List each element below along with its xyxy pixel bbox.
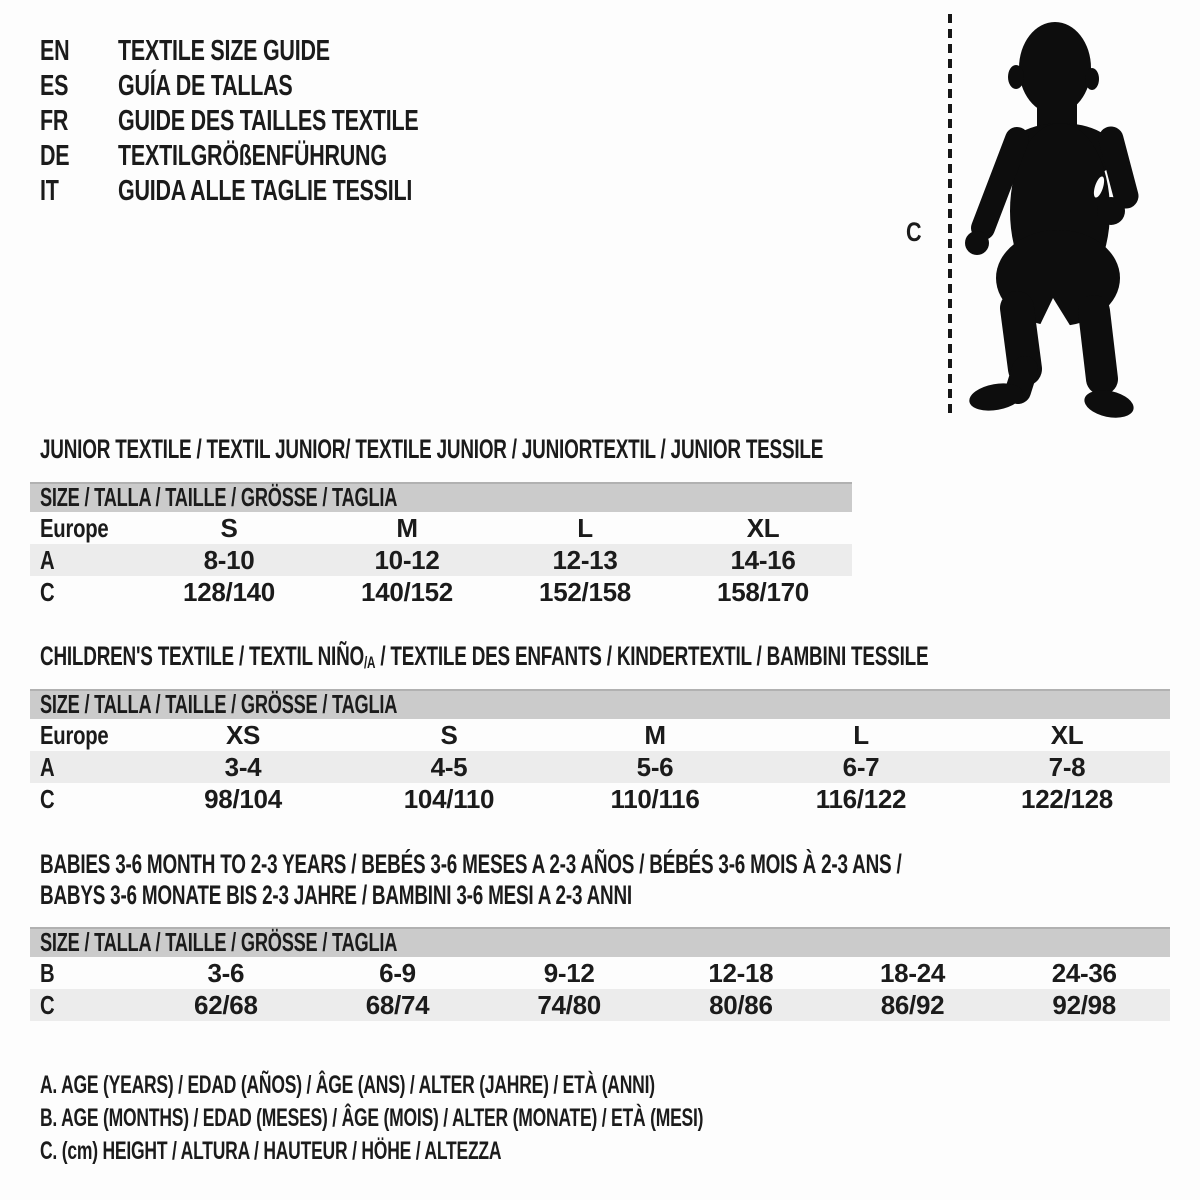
figure-height-label-text: C — [906, 217, 922, 247]
language-code — [40, 34, 118, 69]
size-table-header-text: SIZE / TALLA / TAILLE / GRÖSSE / TAGLIA — [40, 482, 398, 512]
size-cell: 80/86 — [709, 990, 773, 1020]
section-title-line — [40, 434, 1159, 465]
row-label-text: C — [40, 577, 55, 607]
legend-line — [40, 1069, 988, 1102]
size-cell: L — [577, 513, 593, 543]
language-row — [40, 34, 524, 69]
language-label — [118, 34, 404, 69]
table-row — [30, 576, 852, 608]
size-cell: 3-4 — [224, 752, 262, 782]
table-row — [30, 989, 1170, 1021]
size-cell: 3-6 — [207, 958, 245, 988]
size-cell: L — [853, 720, 869, 750]
language-code-text: ES — [40, 70, 69, 102]
size-cell: XL — [1050, 720, 1084, 750]
size-cell: 152/158 — [539, 577, 631, 607]
row-label-text: Europe — [40, 720, 109, 750]
language-code — [40, 139, 118, 174]
language-code — [40, 174, 118, 209]
legend-line-text: A. AGE (YEARS) / EDAD (AÑOS) / ÂGE (ANS) / ALTER (JAHRE) / ETÀ (ANNI) — [40, 1071, 655, 1099]
language-label-text: GUÍA DE TALLAS — [118, 70, 293, 102]
legend-line — [40, 1102, 988, 1135]
size-cell: 12-13 — [552, 545, 618, 575]
language-row — [40, 139, 524, 174]
size-table-junior — [30, 482, 852, 608]
size-cell: 140/152 — [361, 577, 453, 607]
table-row — [30, 512, 852, 544]
size-cell: 86/92 — [880, 990, 945, 1020]
size-table-children — [30, 689, 1170, 815]
size-cell: 6-7 — [842, 752, 880, 782]
section-title-children — [40, 641, 1200, 675]
legend-line — [40, 1135, 988, 1168]
language-label-text: GUIDE DES TAILLES TEXTILE — [118, 105, 419, 137]
size-cell: 9-12 — [543, 958, 595, 988]
size-cell: 6-9 — [379, 958, 416, 988]
row-label-text: C — [40, 990, 55, 1020]
size-cell: M — [644, 720, 666, 750]
row-label — [30, 751, 140, 783]
figure-height-label — [906, 217, 925, 248]
size-cell: 92/98 — [1052, 990, 1116, 1020]
row-label-text: A — [40, 545, 55, 575]
size-cell: 10-12 — [374, 545, 440, 575]
size-cell: 18-24 — [880, 958, 946, 988]
figure-dashed-line — [948, 14, 952, 418]
row-label — [30, 576, 140, 608]
size-cell: 12-18 — [708, 958, 774, 988]
size-cell: 5-6 — [636, 752, 674, 782]
size-cell: 7-8 — [1048, 752, 1086, 782]
language-list — [40, 34, 524, 209]
section-title-text: BABIES 3-6 MONTH TO 2-3 YEARS / BEBÉS 3-6 MESES A 2-3 AÑOS / BÉBÉS 3-6 MOIS À 2-3 ANS / — [40, 849, 902, 879]
size-table-header — [30, 482, 852, 512]
row-label — [30, 719, 140, 751]
section-title-subscript: /A — [364, 653, 376, 672]
size-cell: 74/80 — [537, 990, 601, 1020]
section-title-text: JUNIOR TEXTILE / TEXTIL JUNIOR/ TEXTILE JUNIOR / JUNIORTEXTIL / JUNIOR TESSILE — [40, 434, 824, 464]
size-cell: XL — [746, 513, 780, 543]
language-code-text: IT — [40, 175, 59, 207]
row-label — [30, 957, 140, 989]
legend-line-text: C. (cm) HEIGHT / ALTURA / HAUTEUR / HÖHE / ALTEZZA — [40, 1137, 502, 1165]
row-label-text: B — [40, 958, 55, 988]
section-title-babies — [40, 849, 1200, 911]
size-cell: 128/140 — [183, 577, 275, 607]
measurement-legend — [40, 1069, 988, 1168]
language-code — [40, 69, 118, 104]
size-table-babies — [30, 927, 1170, 1021]
section-title-text: BABYS 3-6 MONATE BIS 2-3 JAHRE / BAMBINI 3-6 MESI A 2-3 ANNI — [40, 880, 632, 910]
language-label — [118, 174, 515, 209]
size-cell: 62/68 — [194, 990, 258, 1020]
section-title-line — [40, 849, 1200, 880]
size-cell: 68/74 — [365, 990, 430, 1020]
language-row — [40, 69, 524, 104]
legend-line-text: B. AGE (MONTHS) / EDAD (MESES) / ÂGE (MOIS) / ALTER (MONATE) / ETÀ (MESI) — [40, 1104, 704, 1132]
language-row — [40, 174, 524, 209]
section-title-line — [40, 880, 1200, 911]
row-label — [30, 544, 140, 576]
size-cell: M — [396, 513, 418, 543]
size-cell: 116/122 — [815, 784, 907, 814]
table-row — [30, 751, 1170, 783]
size-cell: 98/104 — [204, 784, 282, 814]
size-cell: 4-5 — [430, 752, 468, 782]
language-code-text: EN — [40, 35, 70, 67]
row-label-text: Europe — [40, 513, 109, 543]
language-row — [40, 104, 524, 139]
row-label — [30, 783, 140, 815]
row-label — [30, 512, 140, 544]
size-table-header-text: SIZE / TALLA / TAILLE / GRÖSSE / TAGLIA — [40, 927, 398, 957]
size-table-header-text: SIZE / TALLA / TAILLE / GRÖSSE / TAGLIA — [40, 689, 398, 719]
toddler-silhouette-icon — [963, 13, 1145, 423]
language-code-text: FR — [40, 105, 69, 137]
table-row — [30, 719, 1170, 751]
table-row — [30, 544, 852, 576]
language-label-text: GUIDA ALLE TAGLIE TESSILI — [118, 175, 413, 207]
size-cell: 14-16 — [730, 545, 796, 575]
row-label-text: A — [40, 752, 55, 782]
table-row — [30, 783, 1170, 815]
row-label-text: C — [40, 784, 55, 814]
size-cell: S — [220, 513, 238, 543]
size-table-header — [30, 689, 1170, 719]
language-label — [118, 69, 354, 104]
section-title-text: CHILDREN'S TEXTILE / TEXTIL NIÑO/A / TEXTILE DES ENFANTS / KINDERTEXTIL / BAMBINI TESSILE — [40, 641, 929, 672]
section-title-line — [40, 641, 1200, 675]
size-cell: 104/110 — [403, 784, 495, 814]
size-table-header — [30, 927, 1170, 957]
language-label — [118, 104, 524, 139]
size-cell: 110/116 — [610, 784, 700, 814]
language-code — [40, 104, 118, 139]
size-cell: XS — [225, 720, 261, 750]
size-cell: S — [440, 720, 458, 750]
row-label — [30, 989, 140, 1021]
table-row — [30, 957, 1170, 989]
language-code-text: DE — [40, 140, 70, 172]
language-label — [118, 139, 481, 174]
size-cell: 8-10 — [203, 545, 255, 575]
size-cell: 122/128 — [1021, 784, 1113, 814]
section-title-junior — [40, 434, 1159, 465]
size-cell: 158/170 — [717, 577, 809, 607]
language-label-text: TEXTILGRÖßENFÜHRUNG — [118, 140, 387, 172]
language-label-text: TEXTILE SIZE GUIDE — [118, 35, 330, 67]
size-cell: 24-36 — [1051, 958, 1117, 988]
